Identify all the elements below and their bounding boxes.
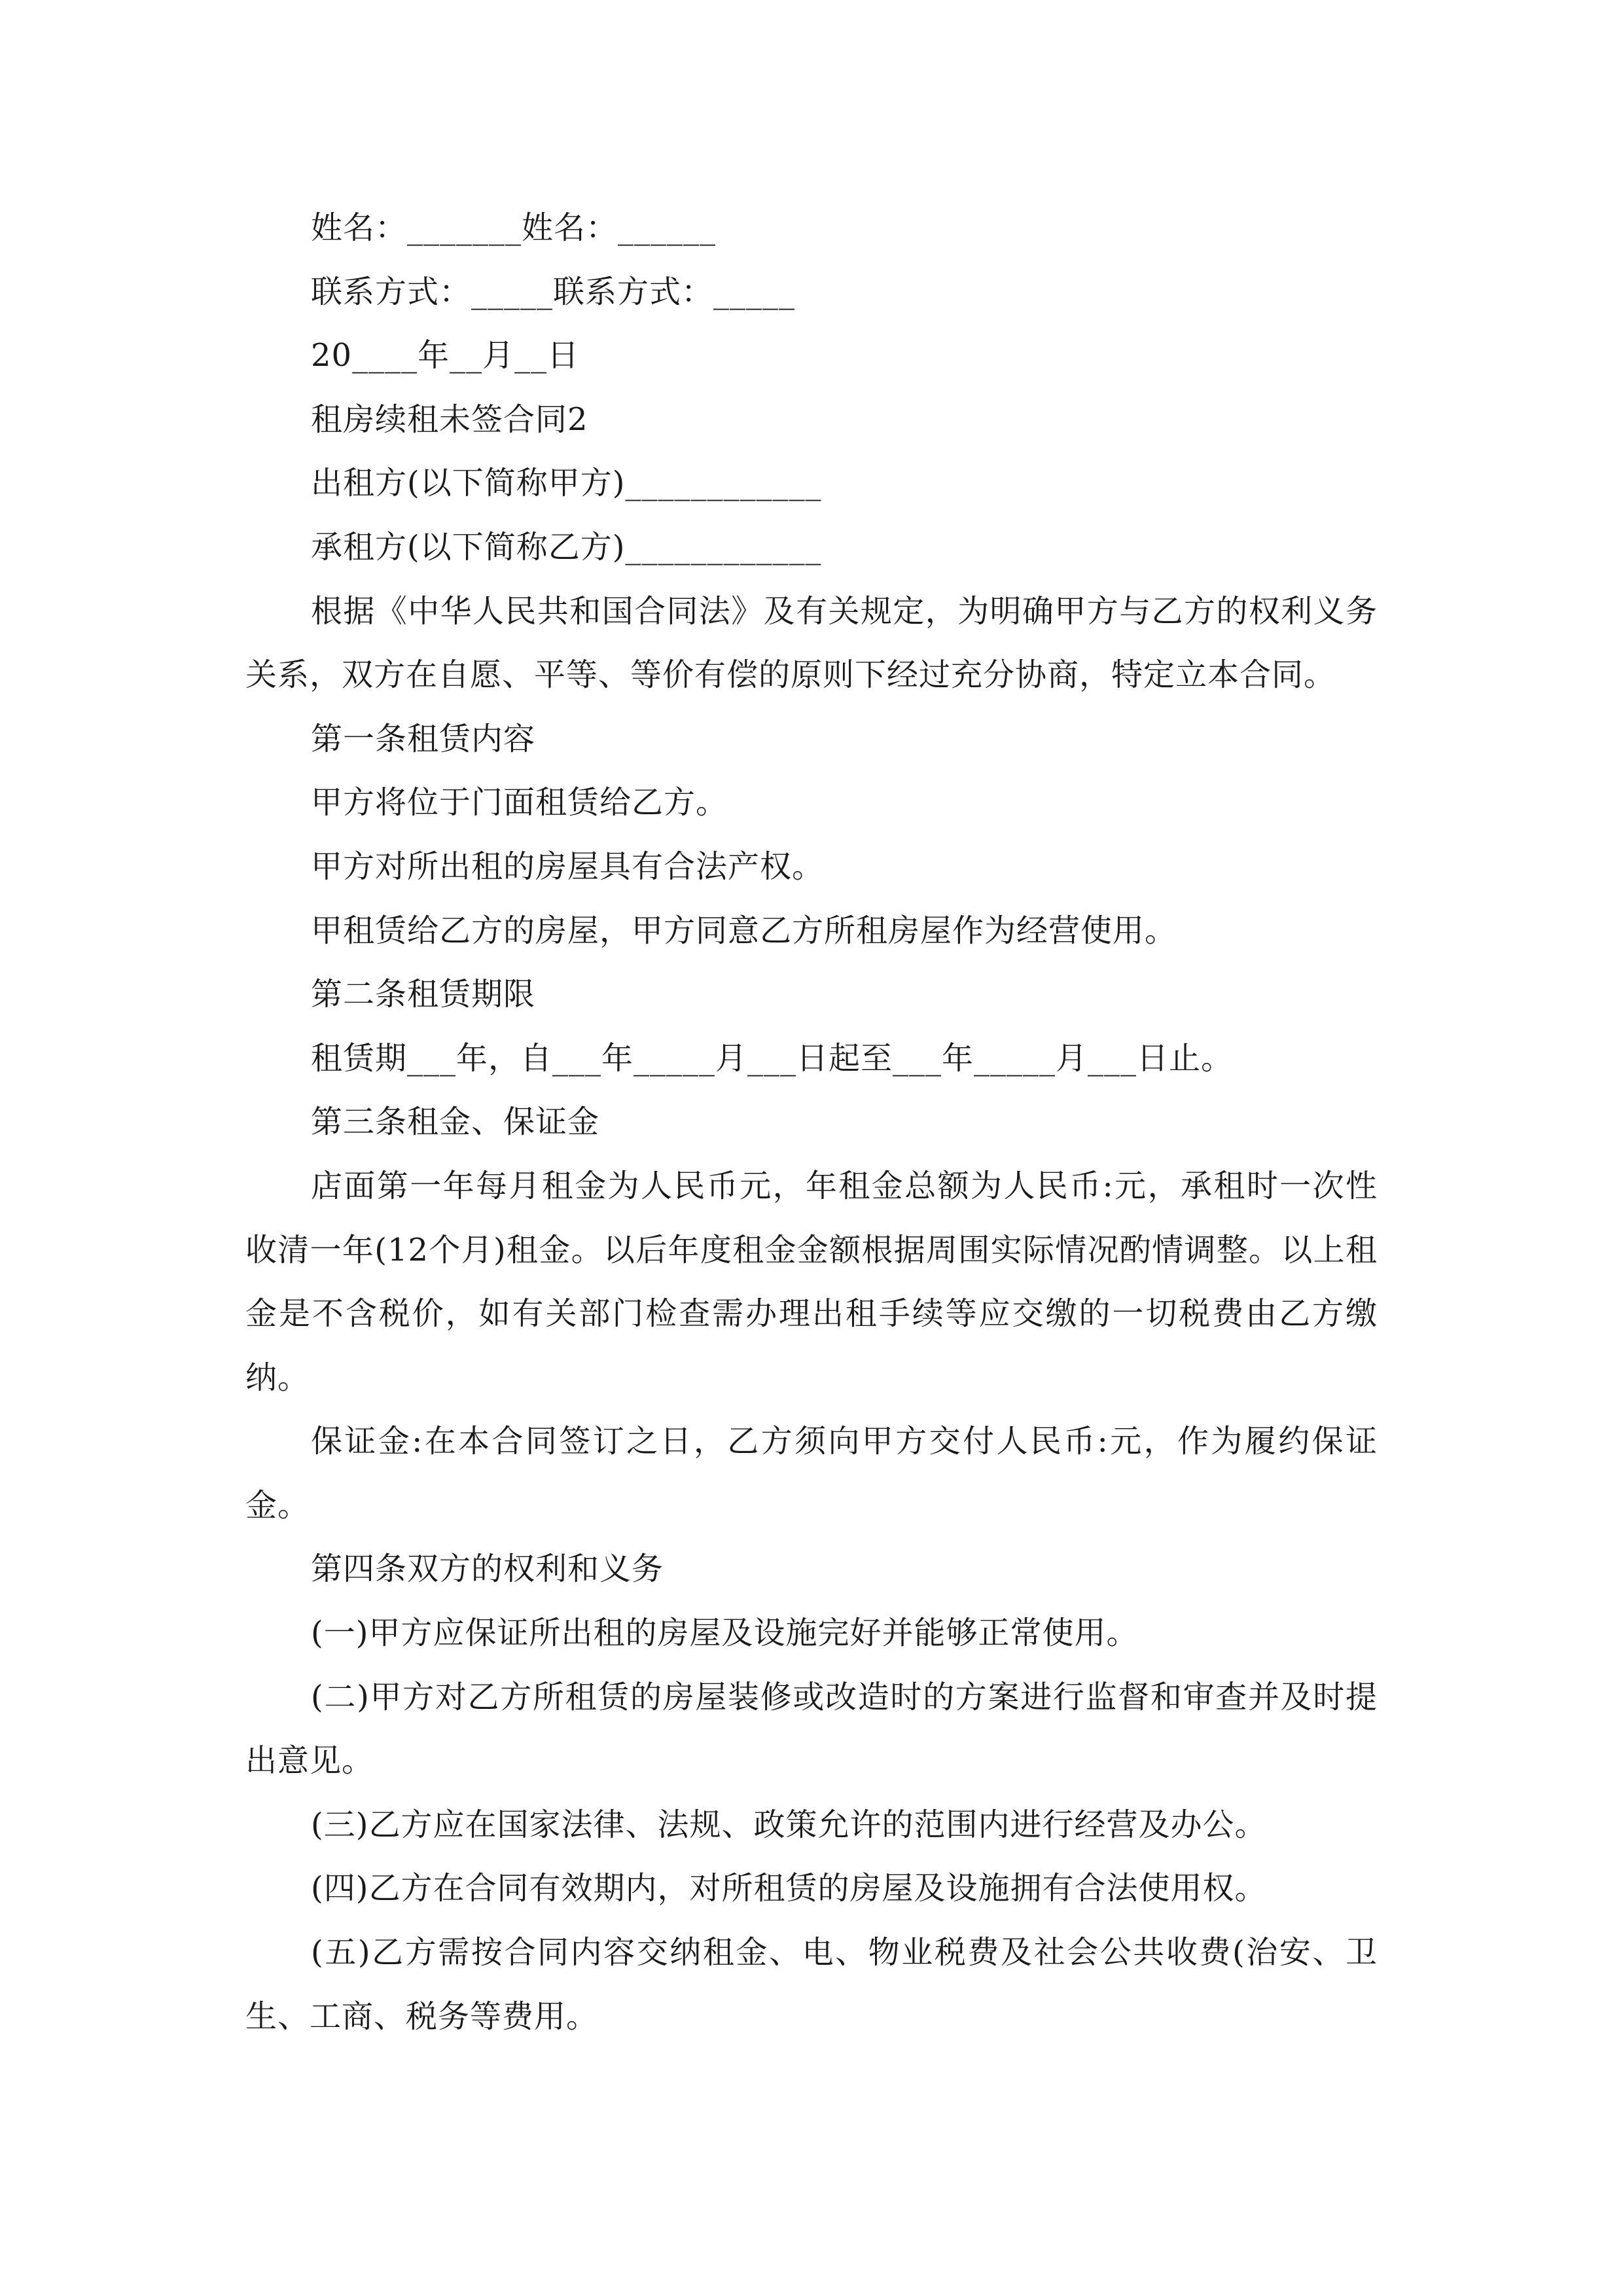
article-4-item: (二)甲方对乙方所租赁的房屋装修或改造时的方案进行监督和审查并及时提出意见。 [245, 1678, 1378, 1780]
party-b-line: 承租方(以下简称乙方)____________ [311, 528, 822, 565]
article-1-paragraph: 甲方对所出租的房屋具有合法产权。 [311, 848, 825, 885]
contract-title: 租房续租未签合同2 [311, 401, 588, 438]
signature-names-line: 姓名：_______姓名：______ [311, 209, 717, 246]
document-body [245, 196, 1378, 2049]
preamble-paragraph: 根据《中华人民共和国合同法》及有关规定，为明确甲方与乙方的权利义务关系，双方在自愿、平等、等价有偿的原则下经过充分协商，特定立本合同。 [245, 592, 1378, 694]
signature-contacts-line: 联系方式：_____联系方式：_____ [311, 273, 796, 310]
article-2-paragraph: 租赁期___年，自___年_____月___日起至___年_____月___日止。 [311, 1039, 1234, 1077]
article-4-item: (三)乙方应在国家法律、法规、政策允许的范围内进行经营及办公。 [311, 1806, 1267, 1843]
article-3-paragraph: 店面第一年每月租金为人民币元，年租金总额为人民币:元，承租时一次性收清一年(12个月)租金。以后年度租金金额根据周围实际情况酌情调整。以上租金是不含税价，如有关部门检查需办理出租手续等应交缴的一切税费由乙方缴纳。 [245, 1167, 1378, 1396]
article-4-item: (四)乙方在合同有效期内，对所租赁的房屋及设施拥有合法使用权。 [311, 1870, 1267, 1907]
article-1-paragraph: 甲方将位于门面租赁给乙方。 [311, 784, 728, 821]
article-3-heading: 第三条租金、保证金 [311, 1103, 600, 1141]
article-2-heading: 第二条租赁期限 [311, 976, 536, 1013]
party-a-line: 出租方(以下简称甲方)____________ [311, 465, 822, 502]
article-3-paragraph: 保证金:在本合同签订之日，乙方须向甲方交付人民币:元，作为履约保证金。 [245, 1423, 1378, 1524]
article-4-item: (五)乙方需按合同内容交纳租金、电、物业税费及社会公共收费(治安、卫生、工商、税务等费用。 [245, 1934, 1378, 2035]
signature-date-line: 20____年__月__日 [311, 337, 580, 374]
article-4-heading: 第四条双方的权利和义务 [311, 1551, 664, 1588]
article-1-paragraph: 甲租赁给乙方的房屋，甲方同意乙方所租房屋作为经营使用。 [311, 912, 1177, 949]
article-4-item: (一)甲方应保证所出租的房屋及设施完好并能够正常使用。 [311, 1615, 1139, 1652]
article-1-heading: 第一条租赁内容 [311, 720, 536, 757]
